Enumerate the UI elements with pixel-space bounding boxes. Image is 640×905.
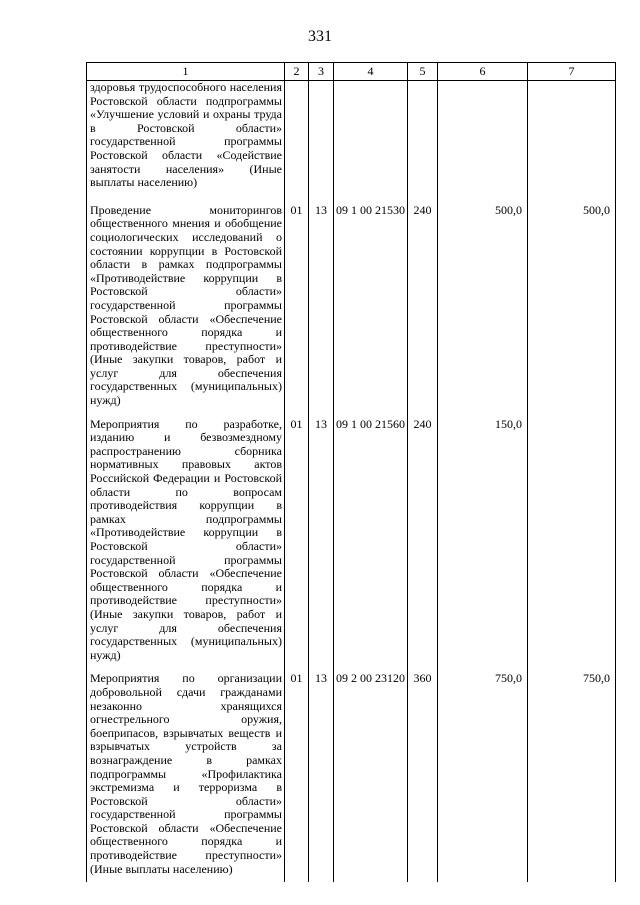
row-amount-2: 750,0 (528, 668, 616, 882)
table-row (87, 414, 616, 669)
row-amount-2: 500,0 (528, 200, 616, 414)
header-cell-3: 3 (309, 63, 334, 81)
row-target-article: 09 1 00 21530 (334, 200, 408, 414)
row-description: Мероприятия по разработке, изданию и безвозмездному распространению сборника нормативных правовых актов Российской Федерации и Ростовской области по вопросам противодействия коррупции в рамках подпрограммы «Противодействие коррупции в Ростовской области» государственной программы Ростовской области «Обеспечение общественного порядка и противодействие преступности» (Иные закупки товаров, работ и услуг для обеспечения государственных (муниципальных) нужд) (87, 414, 285, 669)
row-expense-type: 240 (408, 200, 438, 414)
row-description: Проведение мониторингов общественного мнения и обобщение социологических исследований о состоянии коррупции в Ростовской области в рамках подпрограммы «Противодействие коррупции в Ростовской области» государственной программы Ростовской области «Обеспечение общественного порядка и противодействие преступности» (Иные закупки товаров, работ и услуг для обеспечения государственных (муниципальных) нужд) (87, 200, 285, 414)
row-target-article: 09 1 00 21560 (334, 414, 408, 669)
row-section: 01 (285, 668, 309, 882)
header-cell-7: 7 (528, 63, 616, 81)
table-row (87, 668, 616, 882)
row-expense-type: 360 (408, 668, 438, 882)
row-amount-1: 750,0 (438, 668, 528, 882)
row-subsection: 13 (309, 414, 334, 669)
header-row (87, 63, 616, 81)
row-amount-1: 150,0 (438, 414, 528, 669)
table-row (87, 200, 616, 414)
row-amount-2 (528, 414, 616, 669)
row-description: Мероприятия по организации добровольной сдачи гражданами незаконно хранящихся огнестрельного оружия, боеприпасов, взрывчатых веществ и взрывчатых устройств за вознаграждение в рамках подпрограммы «Профилактика экстремизма и терроризма в Ростовской области» государственной программы Ростовской области «Обеспечение общественного порядка и противодействие преступности» (Иные выплаты населению) (87, 668, 285, 882)
header-cell-5: 5 (408, 63, 438, 81)
page-number: 331 (308, 28, 332, 45)
row-amount-1: 500,0 (438, 200, 528, 414)
continuation-row (87, 81, 616, 200)
row-section: 01 (285, 200, 309, 414)
row-subsection: 13 (309, 668, 334, 882)
row-expense-type: 240 (408, 414, 438, 669)
row-subsection: 13 (309, 200, 334, 414)
header-cell-1: 1 (87, 63, 285, 81)
row-target-article: 09 2 00 23120 (334, 668, 408, 882)
header-cell-2: 2 (285, 63, 309, 81)
budget-table (86, 62, 616, 882)
row-section: 01 (285, 414, 309, 669)
continuation-description: здоровья трудоспособного населения Ростовской области подпрограммы «Улучшение условий и охраны труда в Ростовской области» государственной программы Ростовской области «Содействие занятости населения» (Иные выплаты населению) (87, 81, 285, 200)
header-cell-6: 6 (438, 63, 528, 81)
header-cell-4: 4 (334, 63, 408, 81)
